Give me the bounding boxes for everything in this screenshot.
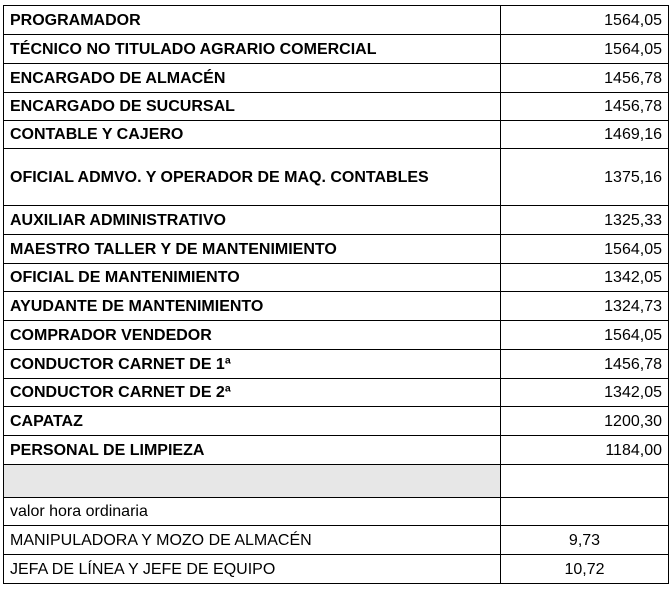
amount-cell: 1469,16	[501, 121, 669, 149]
hourly-rate-cell: 9,73	[501, 526, 669, 555]
amount-cell: 1184,00	[501, 436, 669, 465]
table-row	[4, 64, 669, 93]
table-row	[4, 149, 669, 206]
category-cell: ENCARGADO DE ALMACÉN	[4, 64, 501, 93]
category-cell: COMPRADOR VENDEDOR	[4, 321, 501, 350]
amount-cell: 1456,78	[501, 93, 669, 121]
table-row	[4, 407, 669, 436]
table-row	[4, 235, 669, 264]
table-row	[4, 379, 669, 407]
table-row	[4, 555, 669, 584]
category-cell: PERSONAL DE LIMPIEZA	[4, 436, 501, 465]
category-cell: CONDUCTOR CARNET DE 2ª	[4, 379, 501, 407]
amount-cell: 1564,05	[501, 35, 669, 64]
amount-cell: 1564,05	[501, 321, 669, 350]
amount-cell: 1456,78	[501, 64, 669, 93]
category-cell: CONTABLE Y CAJERO	[4, 121, 501, 149]
hourly-rate-cell: 10,72	[501, 555, 669, 584]
table-row	[4, 264, 669, 292]
amount-cell: 1324,73	[501, 292, 669, 321]
table-row	[4, 526, 669, 555]
category-cell: AYUDANTE DE MANTENIMIENTO	[4, 292, 501, 321]
category-cell: CONDUCTOR CARNET DE 1ª	[4, 350, 501, 379]
amount-cell: 1375,16	[501, 149, 669, 206]
amount-cell: 1564,05	[501, 235, 669, 264]
table-row	[4, 35, 669, 64]
category-cell: MANIPULADORA Y MOZO DE ALMACÉN	[4, 526, 501, 555]
section-label-row	[4, 498, 669, 526]
category-cell: OFICIAL DE MANTENIMIENTO	[4, 264, 501, 292]
category-cell: MAESTRO TALLER Y DE MANTENIMIENTO	[4, 235, 501, 264]
amount-cell: 1342,05	[501, 379, 669, 407]
category-cell: CAPATAZ	[4, 407, 501, 436]
category-cell: PROGRAMADOR	[4, 6, 501, 35]
table-row	[4, 436, 669, 465]
category-cell: JEFA DE LÍNEA Y JEFE DE EQUIPO	[4, 555, 501, 584]
spacer-row	[4, 465, 669, 498]
table-row	[4, 121, 669, 149]
table-row	[4, 292, 669, 321]
category-cell: AUXILIAR ADMINISTRATIVO	[4, 206, 501, 235]
category-cell: TÉCNICO NO TITULADO AGRARIO COMERCIAL	[4, 35, 501, 64]
salary-table	[3, 5, 669, 584]
amount-cell: 1200,30	[501, 407, 669, 436]
amount-cell: 1564,05	[501, 6, 669, 35]
empty-cell	[501, 498, 669, 526]
category-cell: ENCARGADO DE SUCURSAL	[4, 93, 501, 121]
empty-shaded-cell	[4, 465, 501, 498]
table-row	[4, 206, 669, 235]
table-row	[4, 350, 669, 379]
table-row	[4, 321, 669, 350]
section-label: valor hora ordinaria	[4, 498, 501, 526]
table-row	[4, 93, 669, 121]
category-cell: OFICIAL ADMVO. Y OPERADOR DE MAQ. CONTABLES	[4, 149, 501, 206]
amount-cell: 1456,78	[501, 350, 669, 379]
amount-cell: 1342,05	[501, 264, 669, 292]
table-row	[4, 6, 669, 35]
amount-cell: 1325,33	[501, 206, 669, 235]
empty-cell	[501, 465, 669, 498]
